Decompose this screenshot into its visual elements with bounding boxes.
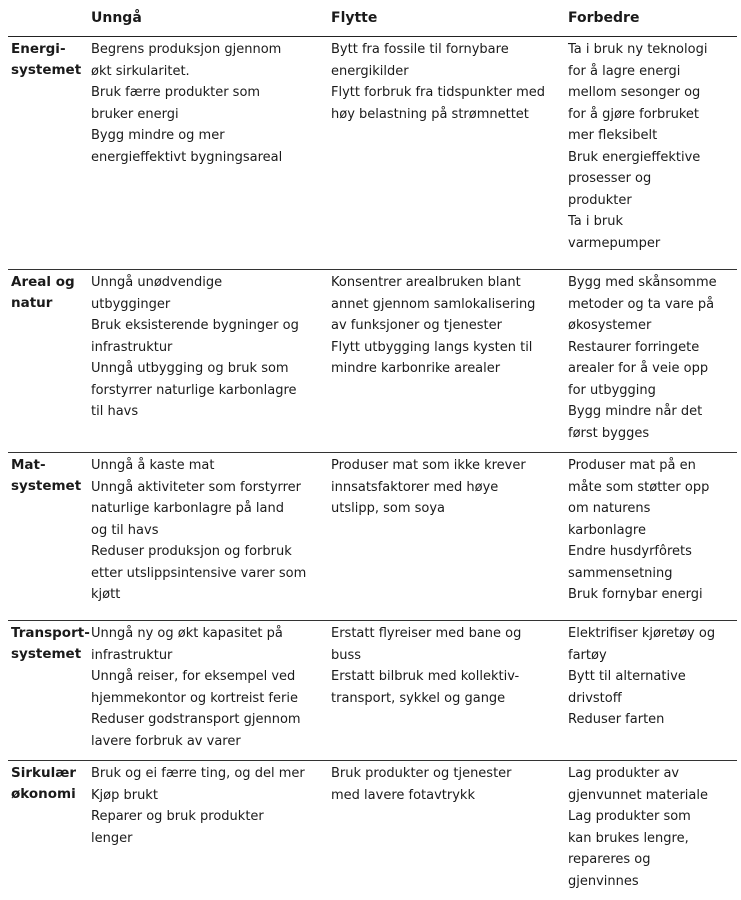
cell-text-line: økosystemer [568, 315, 733, 337]
cell-text-line: transport, sykkel og gange [331, 688, 560, 710]
cell-text-line: arealer for å veie opp [568, 358, 733, 380]
cell-text-line: for å gjøre forbruket [568, 104, 733, 126]
cell-text-line: Bruk energieffektive [568, 147, 733, 169]
forbedre-cell [564, 761, 737, 900]
category-cell [8, 621, 87, 761]
table-row [8, 453, 737, 621]
cell-text-line: varmepumper [568, 233, 733, 255]
cell-text-line: Bruk eksisterende bygninger og [91, 315, 323, 337]
forbedre-cell [564, 270, 737, 453]
cell-text-line: Reduser produksjon og forbruk [91, 541, 323, 563]
cell-text-line: Unngå aktiviteter som forstyrrer [91, 477, 323, 499]
flytte-cell [327, 270, 564, 453]
cell-text-line: innsatsfaktorer med høye [331, 477, 560, 499]
cell-text-line: buss [331, 645, 560, 667]
cell-text-line: med lavere fotavtrykk [331, 785, 560, 807]
cell-text-line: Begrens produksjon gjennom [91, 39, 323, 61]
category-cell [8, 453, 87, 621]
cell-text-line: måte som støtter opp [568, 477, 733, 499]
table-row [8, 270, 737, 453]
cell-text-line: Ta i bruk ny teknologi [568, 39, 733, 61]
flytte-cell [327, 453, 564, 621]
cell-text-line: Bruk produkter og tjenester [331, 763, 560, 785]
cell-text-line: Bytt fra fossile til fornybare [331, 39, 560, 61]
header-row [8, 0, 737, 37]
cell-text-line: energikilder [331, 61, 560, 83]
cell-text-line: kjøtt [91, 584, 323, 606]
cell-text-line: Unngå unødvendige [91, 272, 323, 294]
cell-text-line: Bygg med skånsomme [568, 272, 733, 294]
category-label-line: systemet [11, 476, 87, 497]
cell-text-line: gjenvunnet materiale [568, 785, 733, 807]
cell-text-line: energieffektivt bygningsareal [91, 147, 323, 169]
category-cell [8, 761, 87, 900]
header-flytte: Flytte [327, 0, 564, 37]
cell-text-line: produkter [568, 190, 733, 212]
cell-text-line: Flytt forbruk fra tidspunkter med [331, 82, 560, 104]
cell-text-line: mindre karbonrike arealer [331, 358, 560, 380]
category-cell [8, 270, 87, 453]
cell-text-line: Restaurer forringete [568, 337, 733, 359]
cell-text-line: først bygges [568, 423, 733, 445]
category-label-line: Energi- [11, 39, 87, 60]
cell-text-line: Bruk og ei færre ting, og del mer [91, 763, 323, 785]
cell-text-line: prosesser og [568, 168, 733, 190]
unnga-cell [87, 761, 327, 900]
cell-text-line: Unngå å kaste mat [91, 455, 323, 477]
flytte-cell [327, 761, 564, 900]
cell-text-line: Erstatt bilbruk med kollektiv- [331, 666, 560, 688]
cell-text-line: infrastruktur [91, 645, 323, 667]
category-label-line: systemet [11, 644, 87, 665]
cell-text-line: karbonlagre [568, 520, 733, 542]
cell-text-line: Konsentrer arealbruken blant [331, 272, 560, 294]
cell-text-line: annet gjennom samlokalisering [331, 294, 560, 316]
forbedre-cell [564, 621, 737, 761]
cell-text-line: naturlige karbonlagre på land [91, 498, 323, 520]
header-category [8, 0, 87, 37]
cell-text-line: Bytt til alternative [568, 666, 733, 688]
cell-text-line: mer fleksibelt [568, 125, 733, 147]
cell-text-line: Unngå utbygging og bruk som [91, 358, 323, 380]
cell-text-line: Reduser godstransport gjennom [91, 709, 323, 731]
cell-text-line: etter utslippsintensive varer som [91, 563, 323, 585]
cell-text-line: gjenvinnes [568, 871, 733, 893]
cell-text-line: Bygg mindre og mer [91, 125, 323, 147]
cell-text-line: om naturens [568, 498, 733, 520]
flytte-cell [327, 621, 564, 761]
cell-text-line: Reparer og bruk produkter [91, 806, 323, 828]
cell-text-line: utslipp, som soya [331, 498, 560, 520]
cell-text-line: Lag produkter som [568, 806, 733, 828]
cell-text-line: økt sirkularitet. [91, 61, 323, 83]
cell-text-line: Reduser farten [568, 709, 733, 731]
cell-text-line: bruker energi [91, 104, 323, 126]
cell-text-line: Bygg mindre når det [568, 401, 733, 423]
cell-text-line: Unngå ny og økt kapasitet på [91, 623, 323, 645]
category-label-line: Transport- [11, 623, 87, 644]
cell-text-line: hjemmekontor og kortreist ferie [91, 688, 323, 710]
measures-table [8, 0, 737, 900]
header-forbedre: Forbedre [564, 0, 737, 37]
cell-text-line: Erstatt flyreiser med bane og [331, 623, 560, 645]
cell-text-line: og til havs [91, 520, 323, 542]
cell-text-line: sammensetning [568, 563, 733, 585]
cell-text-line: Unngå reiser, for eksempel ved [91, 666, 323, 688]
table-row [8, 621, 737, 761]
cell-text-line: kan brukes lengre, [568, 828, 733, 850]
cell-text-line: Produser mat som ikke krever [331, 455, 560, 477]
cell-text-line: fartøy [568, 645, 733, 667]
cell-text-line: for å lagre energi [568, 61, 733, 83]
flytte-cell [327, 37, 564, 270]
cell-text-line: av funksjoner og tjenester [331, 315, 560, 337]
category-label-line: Areal og [11, 272, 87, 293]
cell-text-line: Endre husdyrfôrets [568, 541, 733, 563]
header-unnga: Unngå [87, 0, 327, 37]
cell-text-line: lavere forbruk av varer [91, 731, 323, 753]
table-row [8, 37, 737, 270]
category-label-line: Mat- [11, 455, 87, 476]
unnga-cell [87, 453, 327, 621]
forbedre-cell [564, 453, 737, 621]
cell-text-line: Produser mat på en [568, 455, 733, 477]
cell-text-line: Kjøp brukt [91, 785, 323, 807]
unnga-cell [87, 37, 327, 270]
cell-text-line: repareres og [568, 849, 733, 871]
cell-text-line: drivstoff [568, 688, 733, 710]
cell-text-line: utbygginger [91, 294, 323, 316]
category-cell [8, 37, 87, 270]
cell-text-line: mellom sesonger og [568, 82, 733, 104]
cell-text-line: Bruk fornybar energi [568, 584, 733, 606]
cell-text-line: metoder og ta vare på [568, 294, 733, 316]
cell-text-line: Lag produkter av [568, 763, 733, 785]
cell-text-line: Ta i bruk [568, 211, 733, 233]
cell-text-line: til havs [91, 401, 323, 423]
cell-text-line: Bruk færre produkter som [91, 82, 323, 104]
unnga-cell [87, 621, 327, 761]
category-label-line: økonomi [11, 784, 87, 805]
cell-text-line: lenger [91, 828, 323, 850]
unnga-cell [87, 270, 327, 453]
cell-text-line: forstyrrer naturlige karbonlagre [91, 380, 323, 402]
table-row [8, 761, 737, 900]
category-label-line: systemet [11, 60, 87, 81]
cell-text-line: for utbygging [568, 380, 733, 402]
cell-text-line: høy belastning på strømnettet [331, 104, 560, 126]
cell-text-line: infrastruktur [91, 337, 323, 359]
category-label-line: natur [11, 293, 87, 314]
cell-text-line: Elektrifiser kjøretøy og [568, 623, 733, 645]
cell-text-line: Flytt utbygging langs kysten til [331, 337, 560, 359]
forbedre-cell [564, 37, 737, 270]
category-label-line: Sirkulær [11, 763, 87, 784]
